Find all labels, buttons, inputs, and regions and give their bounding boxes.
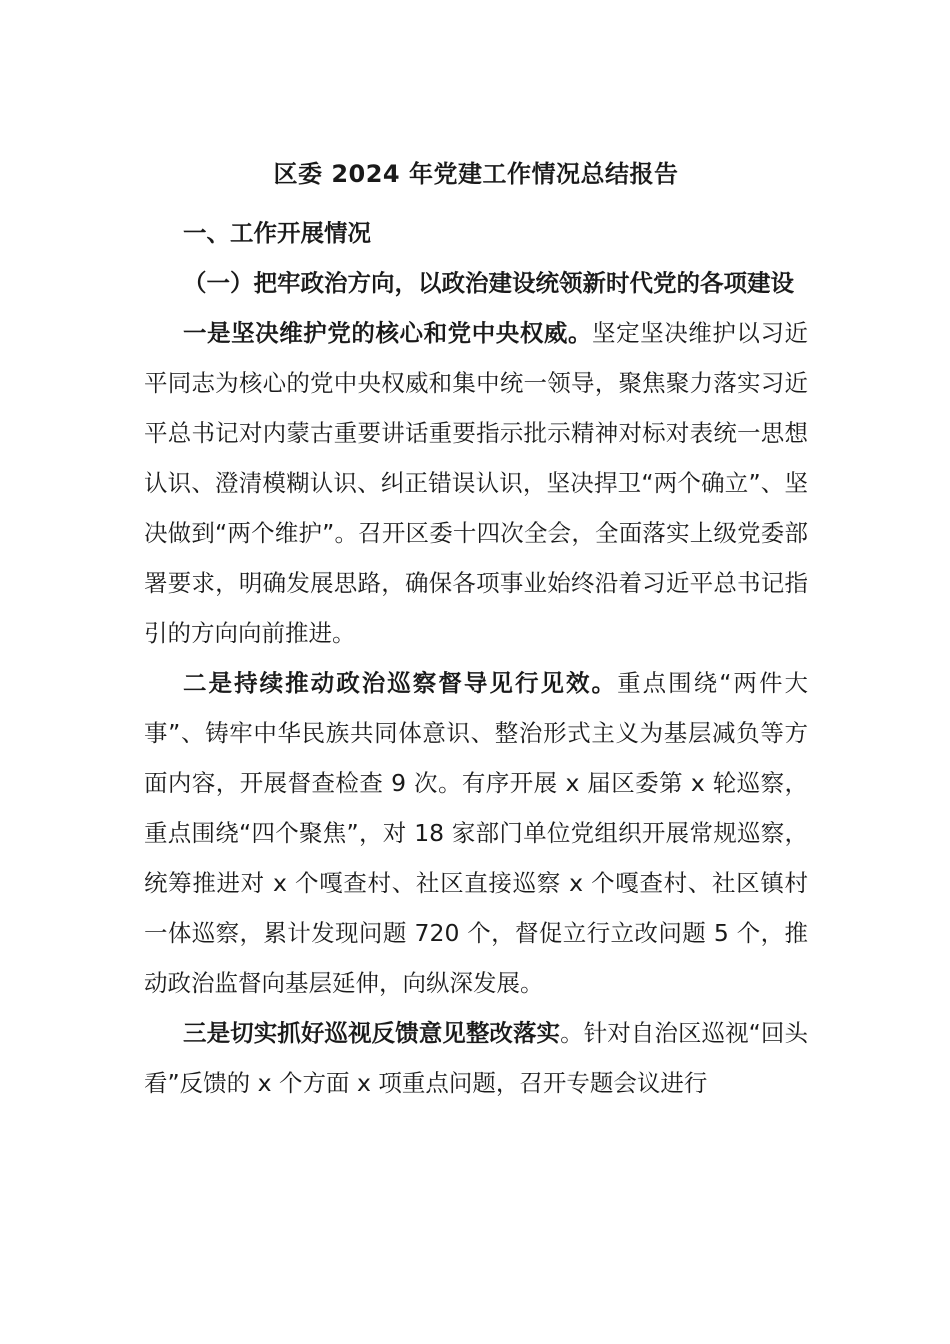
paragraph-inspection-rectification: [144, 1008, 808, 1108]
paragraph-lead: 三是切实抓好巡视反馈意见整改落实: [183, 1019, 561, 1047]
paragraph-political-inspection: [144, 658, 808, 1008]
document-title: 区委 2024 年党建工作情况总结报告: [273, 160, 679, 188]
paragraph-text: 。针对自治区巡视“回头看”反馈的 x 个方面 x 项重点问题，召开专题会议进行: [144, 1019, 808, 1097]
section-heading-work-progress: 一、工作开展情况: [183, 219, 371, 247]
paragraph-lead: 一是坚决维护党的核心和党中央权威。: [183, 319, 593, 347]
subsection-heading-political-direction: （一）把牢政治方向，以政治建设统领新时代党的各项建设: [183, 269, 794, 297]
paragraph-text: 坚定坚决维护以习近平同志为核心的党中央权威和集中统一领导，聚焦聚力落实习近平总书记对内蒙古重要讲话重要指示批示精神对标对表统一思想认识、澄清模糊认识、纠正错误认识，坚决捍卫“两个确立”、坚决做到“两个维护”。召开区委十四次全会，全面落实上级党委部署要求，明确发展思路，确保各项事业始终沿着习近平总书记指引的方向向前推进。: [144, 319, 809, 647]
paragraph-party-core-authority: [144, 308, 808, 658]
document-body: [144, 152, 808, 1108]
paragraph-lead: 二是持续推动政治巡察督导见行见效。: [183, 669, 618, 697]
paragraph-text: 重点围绕“两件大事”、铸牢中华民族共同体意识、整治形式主义为基层减负等方面内容，开展督查检查 9 次。有序开展 x 届区委第 x 轮巡察，重点围绕“四个聚焦”，对 18 家部门单位党组织开展常规巡察，统筹推进对 x 个嘎查村、社区直接巡察 x 个嘎查村、社区镇村一体巡察，累计发现问题 720 个，督促立行立改问题 5 个，推动政治监督向基层延伸，向纵深发展。: [144, 669, 808, 997]
